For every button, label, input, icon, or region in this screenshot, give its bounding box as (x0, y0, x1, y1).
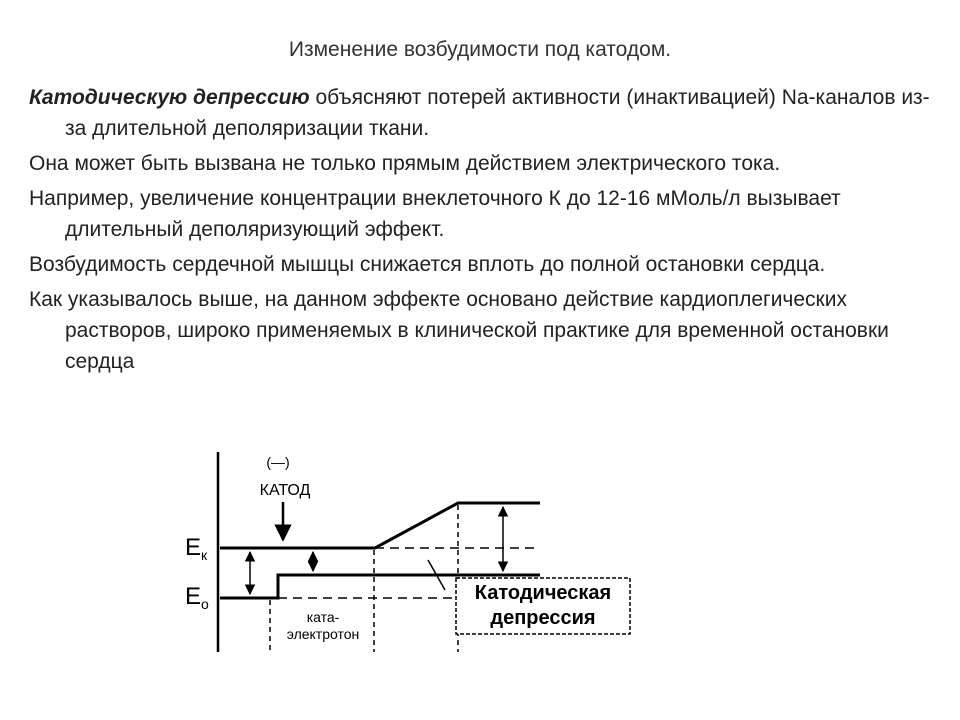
depression-label-line1: Катодическая (474, 582, 612, 604)
eo-label: $E_o$ (185, 583, 209, 612)
membrane-potential-curve (220, 503, 540, 548)
catelectrotone-label-line1: ката- (306, 609, 340, 625)
paragraph-text: объясняют потерей активности (инактивацией) Na-каналов из-за длительной деполяризации ткани. (65, 86, 930, 140)
paragraph-text: Например, увеличение концентрации внеклеточного К до 12-16 мМоль/л вызывает длительный деполяризующий эффект. (29, 187, 841, 241)
slide-title: Изменение возбудимости под катодом. (288, 38, 672, 61)
cathode-sign: (—) (266, 454, 290, 470)
cathode-label: КАТОД (259, 482, 311, 499)
paragraph-text: Она может быть вызвана не только прямым действием электрического тока. (29, 152, 781, 175)
ek-label: $E_к$ (185, 534, 208, 563)
catelectrotone-label-line2: электротон (286, 626, 360, 642)
depression-label-line2: депрессия (490, 607, 596, 629)
paragraph-text: Как указывалось выше, на данном эффекте основано действие кардиоплегических растворов, широко применяемых в клинической практике для временной остановки сердца (29, 288, 889, 373)
paragraph-text: Возбудимость сердечной мышцы снижается вплоть до полной остановки сердца. (29, 253, 826, 276)
paragraph-emphasis: Катодическую депрессию (29, 86, 310, 109)
